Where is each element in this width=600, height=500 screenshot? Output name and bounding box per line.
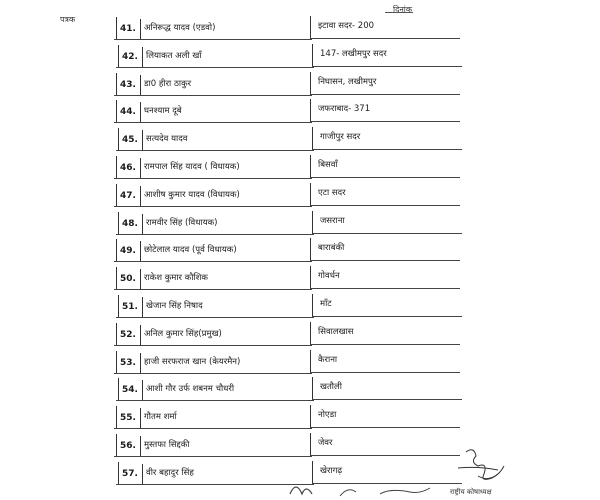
table-row	[110, 125, 472, 153]
bottom-scribble	[280, 470, 440, 500]
row-underline	[310, 288, 460, 289]
row-divider	[140, 436, 141, 456]
constituency: जफराबाद- 371	[318, 104, 371, 115]
row-underline	[114, 428, 312, 429]
table-row	[108, 70, 470, 98]
row-underline	[116, 150, 314, 151]
constituency: एटा सदर	[318, 187, 346, 198]
row-divider	[140, 186, 141, 206]
serial-number: 48.	[122, 218, 138, 229]
row-left-border	[116, 267, 117, 289]
row-left-border	[116, 323, 117, 345]
row-divider	[310, 433, 311, 455]
candidate-name: खेजान सिंह निषाद	[146, 301, 203, 311]
candidate-name: गौतम शर्मा	[144, 412, 177, 423]
row-underline	[312, 149, 462, 150]
table-row	[108, 431, 470, 459]
row-underline	[310, 455, 460, 456]
row-left-border	[118, 295, 119, 317]
table-row	[110, 209, 472, 237]
candidate-name: घनश्याम दूबे	[144, 106, 182, 117]
candidate-name: वीर बहादुर सिंह	[146, 467, 194, 478]
candidate-name: अनिल कुमार सिंह(प्रमुख)	[144, 328, 222, 339]
serial-number: 47.	[120, 190, 136, 201]
row-underline	[310, 121, 460, 122]
constituency: नोएडा	[318, 410, 337, 421]
constituency: खतौली	[320, 382, 342, 393]
row-underline	[114, 178, 312, 179]
constituency: माँट	[320, 299, 332, 309]
serial-number: 57.	[122, 468, 138, 479]
serial-number: 41.	[120, 24, 136, 34]
row-underline	[116, 317, 314, 318]
row-divider	[312, 44, 313, 66]
serial-number: 42.	[122, 51, 138, 62]
row-left-border	[118, 212, 119, 234]
constituency: निघासन, लखीमपुर	[318, 76, 377, 87]
row-divider	[140, 269, 141, 289]
serial-number: 52.	[120, 329, 136, 340]
table-row	[110, 375, 472, 403]
row-underline	[310, 260, 460, 261]
serial-number: 50.	[120, 274, 136, 285]
row-divider	[142, 214, 143, 234]
row-divider	[312, 127, 313, 149]
row-left-border	[116, 156, 117, 178]
row-divider	[310, 72, 311, 94]
serial-number: 46.	[120, 163, 136, 173]
serial-number: 55.	[120, 413, 136, 424]
constituency: इटावा सदर- 200	[318, 21, 375, 31]
row-underline	[114, 289, 312, 290]
row-divider	[140, 75, 141, 95]
row-divider	[310, 238, 311, 260]
candidate-name: रामवीर सिंह (विधायक)	[146, 217, 218, 228]
row-underline	[310, 38, 460, 39]
date-label: दिनांक	[393, 5, 412, 14]
table-row	[108, 403, 470, 431]
row-left-border	[116, 239, 117, 261]
serial-number: 49.	[120, 246, 136, 257]
table-row	[108, 236, 470, 264]
row-underline	[114, 345, 312, 346]
row-underline	[114, 261, 312, 262]
row-divider	[140, 102, 141, 122]
row-underline	[114, 95, 312, 96]
row-divider	[310, 322, 311, 344]
row-divider	[140, 353, 141, 373]
row-underline	[114, 122, 312, 123]
table-row	[108, 348, 470, 376]
candidate-name: हाजी सरफराज खान (केयरमैन)	[144, 356, 241, 367]
row-divider	[140, 158, 141, 178]
row-divider	[310, 405, 311, 427]
row-divider	[142, 464, 143, 484]
constituency: बाराबंकी	[318, 243, 345, 254]
row-underline	[116, 67, 314, 68]
signature-mark	[448, 446, 518, 490]
candidate-name: छोटेलाल यादव (पूर्व विधायक)	[144, 245, 237, 256]
row-left-border	[116, 17, 117, 39]
row-left-border	[116, 100, 117, 122]
row-underline	[310, 94, 460, 95]
constituency: गोवर्धन	[318, 271, 340, 282]
constituency: जसराना	[320, 215, 345, 226]
row-divider	[310, 16, 311, 38]
table-row	[110, 292, 472, 320]
candidate-name: लियाकत अली खाँ	[146, 50, 202, 61]
candidate-name: सत्यदेव यादव	[146, 134, 188, 145]
row-underline	[310, 177, 460, 178]
row-divider	[140, 19, 141, 39]
row-left-border	[116, 434, 117, 456]
row-underline	[310, 205, 460, 206]
table-row	[108, 14, 470, 42]
serial-number: 43.	[120, 79, 136, 90]
table-row	[108, 97, 470, 125]
row-divider	[312, 294, 313, 316]
table-row	[110, 42, 472, 70]
serial-number: 45.	[122, 135, 138, 146]
candidate-name: अनिरूद्ध यादव (एडवो)	[144, 23, 216, 33]
row-left-border	[116, 73, 117, 95]
row-left-border	[116, 406, 117, 428]
row-left-border	[116, 184, 117, 206]
row-underline	[312, 399, 462, 400]
row-divider	[312, 377, 313, 399]
constituency: खेरागढ़	[320, 465, 343, 476]
date-underline	[385, 12, 413, 13]
row-underline	[116, 234, 314, 235]
constituency: गाजीपुर सदर	[320, 132, 361, 143]
row-underline	[116, 400, 314, 401]
row-divider	[142, 47, 143, 67]
row-underline	[114, 373, 312, 374]
serial-number: 53.	[120, 357, 136, 368]
row-left-border	[118, 128, 119, 150]
row-divider	[310, 183, 311, 205]
table-row	[108, 320, 470, 348]
row-divider	[140, 325, 141, 345]
table-row	[108, 264, 470, 292]
row-divider	[310, 155, 311, 177]
candidate-name: मुस्तफा सिद्दकी	[144, 440, 190, 450]
table-row	[108, 153, 470, 181]
row-underline	[114, 206, 312, 207]
row-underline	[312, 316, 462, 317]
constituency: कैराना	[318, 354, 338, 365]
row-divider	[310, 350, 311, 372]
candidate-name: आशी गौर उर्फ शबनम चौधरी	[146, 384, 235, 395]
constituency: जेवर	[318, 438, 333, 448]
candidate-name: रामपाल सिंह यादव ( विधायक)	[144, 162, 240, 172]
constituency: 147- लखीमपुर सदर	[320, 48, 387, 59]
candidate-name: राकेश कुमार कौशिक	[144, 273, 208, 284]
row-left-border	[118, 45, 119, 67]
page-header-note: पत्रक	[60, 15, 76, 24]
row-underline	[310, 372, 460, 373]
table-row	[108, 181, 470, 209]
constituency: बिसवाँ	[318, 160, 338, 170]
row-left-border	[116, 351, 117, 373]
row-divider	[310, 99, 311, 121]
constituency: सिवालखास	[318, 326, 354, 337]
row-underline	[312, 66, 462, 67]
row-left-border	[118, 378, 119, 400]
serial-number: 54.	[122, 385, 138, 396]
candidate-name: आशीष कुमार यादव (विधायक)	[144, 189, 240, 200]
serial-number: 44.	[120, 107, 136, 118]
row-divider	[140, 241, 141, 261]
serial-number: 51.	[122, 302, 138, 312]
row-divider	[312, 211, 313, 233]
row-divider	[140, 408, 141, 428]
candidate-name: डा0 हीरा ठाकुर	[144, 78, 192, 89]
row-divider	[142, 130, 143, 150]
row-underline	[310, 344, 460, 345]
row-left-border	[118, 462, 119, 484]
row-underline	[310, 427, 460, 428]
row-divider	[310, 266, 311, 288]
row-underline	[114, 456, 312, 457]
row-underline	[114, 39, 312, 40]
signature-designation: राष्ट्रीय कोषाध्यक्ष	[450, 488, 492, 496]
row-divider	[142, 297, 143, 317]
row-underline	[312, 233, 462, 234]
row-divider	[142, 380, 143, 400]
serial-number: 56.	[120, 441, 136, 451]
